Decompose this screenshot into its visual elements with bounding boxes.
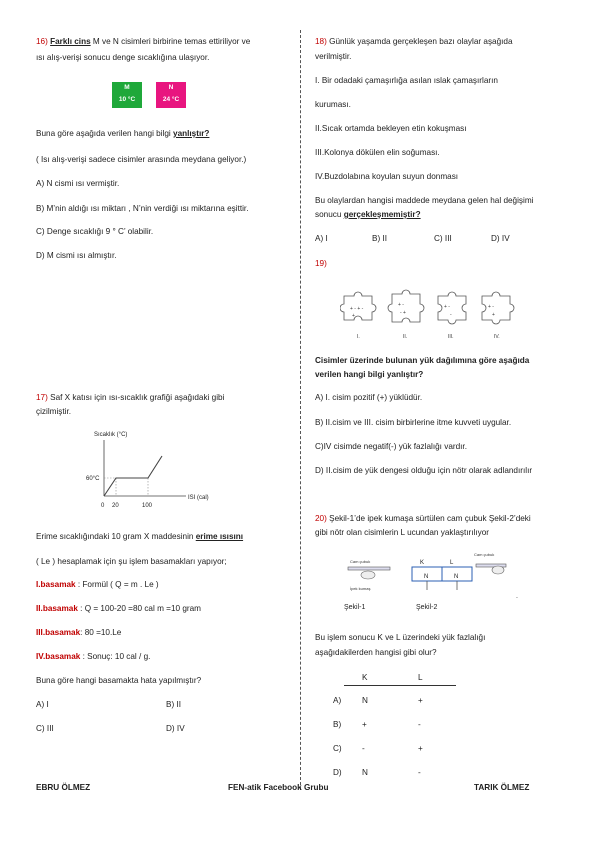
q16-question-text: Buna göre aşağıda verilen hangi bilgi bbox=[36, 129, 174, 138]
graph-y-tick: 60°C bbox=[86, 476, 100, 482]
puzzle-piece-1 bbox=[340, 292, 376, 320]
q17-option-a: A) I bbox=[36, 700, 49, 709]
q19-number: 19) bbox=[315, 259, 327, 268]
q20-row-c-k: - bbox=[362, 744, 365, 753]
fig2-n1: N bbox=[424, 574, 429, 580]
q17-step4-label: IV.basamak bbox=[36, 652, 81, 661]
fig2-rod-label: Cam çubuk bbox=[474, 552, 495, 557]
box-n-label: N bbox=[168, 84, 174, 91]
graph-x-tick-20: 20 bbox=[112, 503, 119, 509]
footer-right: TARIK ÖLMEZ bbox=[474, 783, 530, 792]
q20-col-k: K bbox=[362, 673, 368, 682]
graph-x-tick-100: 100 bbox=[142, 503, 153, 509]
fig2-caption: Şekil-2 bbox=[416, 604, 438, 611]
q18-item4: IV.Buzdolabına koyulan suyun donması bbox=[315, 172, 459, 181]
fig2-hand bbox=[492, 566, 504, 574]
fig2-n2: N bbox=[454, 574, 459, 580]
q17-step1-text: : Formül ( Q = m . Le ) bbox=[75, 580, 159, 589]
q17-option-d: D) IV bbox=[166, 724, 185, 733]
q17-step1-label: I.basamak bbox=[36, 580, 76, 589]
fig1-rod-label: Cam çubuk bbox=[350, 559, 371, 564]
fig1-hand bbox=[361, 571, 375, 579]
svg-text:+: + bbox=[352, 313, 355, 319]
q17-intro-text: Erime sıcaklığındaki 10 gram X maddesinin bbox=[36, 532, 196, 541]
puzzle-label-2: II. bbox=[403, 334, 408, 340]
q20-row-a-k: N bbox=[362, 696, 368, 705]
q19-option-b: B) II.cisim ve III. cisim birbirlerine itme kuvveti uygular. bbox=[315, 418, 512, 427]
q17-step2 bbox=[36, 604, 201, 614]
svg-text:+ -: + - bbox=[444, 304, 450, 310]
q16-number: 16) bbox=[36, 37, 48, 46]
fig2-k: K bbox=[420, 560, 425, 566]
puzzle-figure bbox=[340, 288, 520, 342]
q18-question2-text: sonucu bbox=[315, 210, 344, 219]
q17-option-c: C) III bbox=[36, 724, 54, 733]
q17-step4 bbox=[36, 652, 150, 662]
q20-question2: aşağıdakilerden hangisi gibi olur? bbox=[315, 648, 437, 657]
q18-heading bbox=[315, 37, 513, 47]
q16-heading bbox=[36, 37, 250, 47]
box-m bbox=[112, 82, 142, 108]
q20-row-b-opt: B) bbox=[333, 720, 342, 729]
q20-row-d-opt: D) bbox=[333, 768, 342, 777]
q20-heading bbox=[315, 514, 531, 524]
q17-step3 bbox=[36, 628, 121, 638]
puzzle-label-3: III. bbox=[448, 334, 454, 340]
q18-item1: I. Bir odadaki çamaşırlığa asılan ıslak çamaşırların bbox=[315, 76, 498, 85]
box-n bbox=[156, 82, 186, 108]
q20-row-d-l: - bbox=[418, 768, 421, 777]
q18-item2: II.Sıcak ortamda bekleyen etin kokuşması bbox=[315, 124, 467, 133]
q18-item1b: kuruması. bbox=[315, 100, 351, 109]
q20-table-rule bbox=[344, 685, 456, 686]
q19-option-d: D) II.cisim de yük dengesi olduğu için nötr olarak adlandırılır bbox=[315, 466, 533, 475]
q20-row-c-opt: C) bbox=[333, 744, 342, 753]
q20-row-b-l: - bbox=[418, 720, 421, 729]
svg-text:+: + bbox=[492, 312, 495, 318]
q17-step2-text: : Q = 100-20 =80 cal m =10 gram bbox=[77, 604, 201, 613]
graph-x-tick-0: 0 bbox=[101, 503, 105, 509]
q18-line2: verilmiştir. bbox=[315, 52, 352, 61]
q18-item3: III.Kolonya dökülen elin soğuması. bbox=[315, 148, 440, 157]
graph-ylabel: Sıcaklık (°C) bbox=[94, 432, 128, 438]
q20-row-a-opt: A) bbox=[333, 696, 342, 705]
svg-text:-: - bbox=[450, 312, 452, 318]
column-divider bbox=[300, 30, 301, 790]
svg-text:+ - + -: + - + - bbox=[350, 306, 364, 312]
q17-intro2: ( Le ) hesaplamak için şu işlem basamakları yapıyor; bbox=[36, 557, 227, 566]
graph-xlabel: ISI (cal) bbox=[188, 495, 209, 501]
q18-question2-underlined: gerçekleşmemiştir? bbox=[343, 210, 421, 219]
q20-row-d-k: N bbox=[362, 768, 368, 777]
fig1-rod bbox=[348, 567, 390, 570]
svg-text:+ -: + - bbox=[398, 302, 404, 308]
q20-col-l: L bbox=[418, 673, 423, 682]
q18-option-b: B) II bbox=[372, 234, 388, 243]
q16-question-underlined: yanlıştır? bbox=[173, 129, 210, 138]
svg-text:- +: - + bbox=[400, 310, 406, 316]
q17-line2: çizilmiştir. bbox=[36, 407, 72, 416]
q18-question1: Bu olaylardan hangisi maddede meydana gelen hal değişimi bbox=[315, 196, 534, 205]
q17-step1 bbox=[36, 580, 159, 590]
footer-left: EBRU ÖLMEZ bbox=[36, 783, 91, 792]
q16-option-d: D) M cismi ısı almıştır. bbox=[36, 251, 117, 260]
q18-option-a: A) I bbox=[315, 234, 328, 243]
q17-intro-underlined: erime ısısını bbox=[195, 532, 244, 541]
box-m-temp: 10 °C bbox=[118, 96, 136, 103]
q19-question1: Cisimler üzerinde bulunan yük dağılımına göre aşağıda bbox=[315, 356, 530, 365]
q19-question2: verilen hangi bilgi yanlıştır? bbox=[315, 370, 424, 379]
footer-center: FEN-atik Facebook Grubu bbox=[228, 783, 329, 792]
q18-option-c: C) III bbox=[434, 234, 452, 243]
fig1-caption: Şekil-1 bbox=[344, 604, 366, 611]
q17-step3-label: III.basamak bbox=[36, 628, 81, 637]
q16-line2: ısı alış-verişi sonucu denge sıcaklığına ulaşıyor. bbox=[36, 53, 210, 62]
q17-step3-text: : 80 =10.Le bbox=[80, 628, 122, 637]
q18-option-d: D) IV bbox=[491, 234, 510, 243]
puzzle-piece-2 bbox=[388, 290, 424, 322]
q19-option-c: C)IV cisimde negatif(-) yük fazlalığı vardır. bbox=[315, 442, 467, 451]
q17-step2-label: II.basamak bbox=[36, 604, 78, 613]
svg-text:+ -: + - bbox=[488, 304, 494, 310]
rod-figure bbox=[340, 550, 520, 616]
box-m-label: M bbox=[124, 84, 130, 91]
q17-option-b: B) II bbox=[166, 700, 182, 709]
q17-heading bbox=[36, 393, 224, 403]
q20-row-c-l: + bbox=[418, 744, 423, 753]
box-n-temp: 24 °C bbox=[162, 96, 180, 103]
q18-question2 bbox=[315, 210, 421, 220]
q20-line2: gibi nötr olan cisimlerin L ucundan yaklaştırılıyor bbox=[315, 528, 489, 537]
puzzle-label-4: IV. bbox=[494, 334, 500, 340]
q20-question1: Bu işlem sonucu K ve L üzerindeki yük fazlalığı bbox=[315, 633, 486, 642]
q17-question: Buna göre hangi basamakta hata yapılmıştır? bbox=[36, 676, 202, 685]
q17-number: 17) bbox=[36, 393, 48, 402]
graph-curve bbox=[104, 456, 162, 496]
q16-question bbox=[36, 129, 209, 139]
q16-heading-rest: M ve N cisimleri birbirine temas ettiriliyor ve bbox=[90, 37, 251, 46]
q20-number: 20) bbox=[315, 514, 327, 523]
q16-option-b: B) M’nin aldığı ısı miktarı , N’nin verdiği ısı miktarına eşittir. bbox=[36, 204, 249, 213]
q20-row-a-l: + bbox=[418, 696, 423, 705]
puzzle-piece-3 bbox=[438, 292, 466, 324]
puzzle-label-1: I. bbox=[357, 334, 360, 340]
fig2-l: L bbox=[450, 560, 454, 566]
q16-option-a: A) N cismi ısı vermiştir. bbox=[36, 179, 120, 188]
fig1-cloth-label: İpek kumaş bbox=[350, 586, 371, 591]
q17-step4-text: : Sonuç: 10 cal / g. bbox=[80, 652, 151, 661]
q17-line1: Saf X katısı için ısı-sıcaklık grafiği aşağıdaki gibi bbox=[47, 393, 225, 402]
q16-heading-underlined: Farklı cins bbox=[50, 37, 91, 46]
heating-graph bbox=[84, 428, 224, 516]
q16-note: ( Isı alış-verişi sadece cisimler arasında meydana geliyor.) bbox=[36, 155, 247, 164]
q20-line1: Şekil-1’de ipek kumaşa sürtülen cam çubuk Şekil-2’deki bbox=[326, 514, 531, 523]
q19-option-a: A) I. cisim pozitif (+) yüklüdür. bbox=[315, 393, 423, 402]
q20-row-b-k: + bbox=[362, 720, 367, 729]
q18-number: 18) bbox=[315, 37, 327, 46]
q18-line1: Günlük yaşamda gerçekleşen bazı olaylar aşağıda bbox=[326, 37, 513, 46]
fig-dot: . bbox=[516, 593, 518, 600]
q17-intro1 bbox=[36, 532, 243, 542]
q16-option-c: C) Denge sıcaklığı 9 ° C’ olabilir. bbox=[36, 227, 154, 236]
puzzle-piece-4 bbox=[482, 292, 514, 324]
